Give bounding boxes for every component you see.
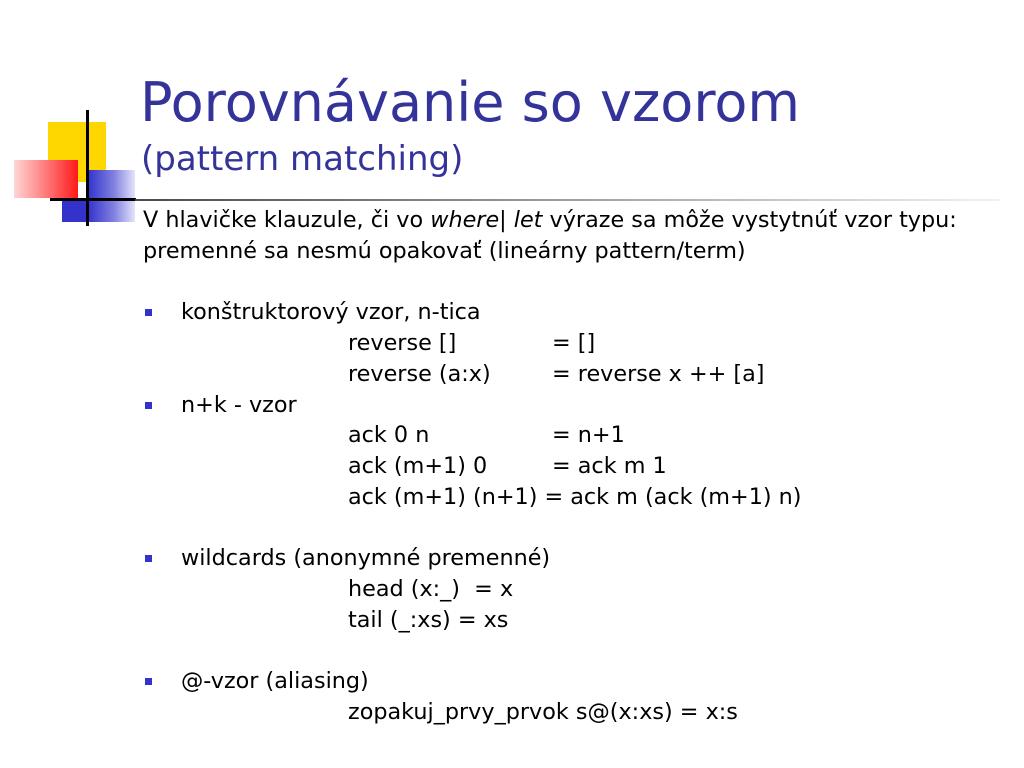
square-bullet-icon [145,555,152,562]
bullet-item [0,666,1024,697]
intro-text-before: V hlavičke klauzule, či vo [143,207,431,233]
code-line [0,574,1024,605]
section-constructor-pattern [0,297,1024,389]
bullet-text: wildcards (anonymné premenné) [181,545,551,572]
code-line [0,605,1024,636]
intro-text-after: výraze sa môže vystytnúť vzor typu: [542,207,957,233]
code-lhs: ack (m+1) 0 [348,453,488,479]
bullet-text: n+k - vzor [181,391,297,418]
intro-line-1 [0,205,1024,236]
code-text: tail (_:xs) = xs [348,606,509,633]
code-text: zopakuj_prvy_prvok s@(x:xs) = x:s [348,699,738,725]
code-rhs: = reverse x ++ [a] [552,360,765,387]
code-text: head (x:_) = x [348,576,514,602]
code-line [0,697,1024,728]
logo-graphic [0,0,140,230]
code-line [0,420,1024,451]
intro-line-2 [0,236,1024,267]
square-bullet-icon [145,402,152,409]
code-rhs: = ack m 1 [552,453,667,479]
section-n-plus-k-pattern [0,390,1024,513]
slide-title: Porovnávanie so vzorom [140,71,800,134]
blank-line [0,636,1024,667]
code-rhs: = [] [552,330,596,356]
section-wildcards [0,543,1024,635]
bullet-text: konštruktorový vzor, n-tica [181,299,481,326]
code-text: ack (m+1) (n+1) = ack m (ack (m+1) n) [348,483,802,510]
code-line [0,328,1024,359]
code-line [0,482,1024,513]
intro-keywords-italic: where| let [430,207,543,233]
bullet-item [0,543,1024,574]
intro-text-1 [143,205,957,236]
square-bullet-icon [145,309,152,316]
title-divider [135,199,1000,201]
code-lhs: ack 0 n [348,422,430,449]
bullet-item [0,390,1024,421]
code-lhs: reverse (a:x) [348,360,491,387]
bullet-text: @-vzor (aliasing) [181,668,369,695]
code-line [0,451,1024,482]
slide-body [0,205,1024,728]
intro-text-2: premenné sa nesmú opakovať (lineárny pattern/term) [143,237,746,264]
logo-red-square [14,160,78,198]
slide-subtitle: (pattern matching) [141,139,464,179]
code-rhs: = n+1 [552,422,625,449]
square-bullet-icon [145,678,152,685]
section-as-pattern [0,666,1024,728]
bullet-item [0,297,1024,328]
blank-line [0,267,1024,298]
blank-line [0,513,1024,544]
logo-horizontal-line [50,198,136,201]
code-line [0,359,1024,390]
code-lhs: reverse [] [348,330,457,356]
